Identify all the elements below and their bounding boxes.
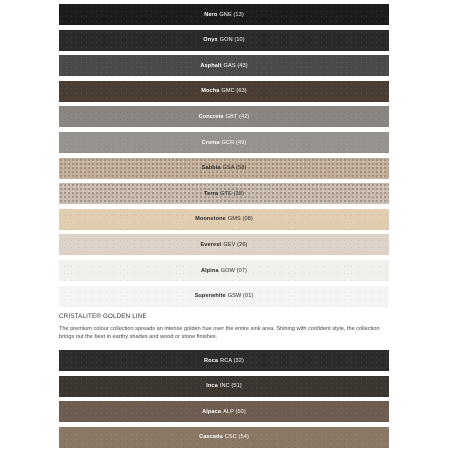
swatch-name: Onyx xyxy=(203,37,218,44)
swatch-name: Alpaca xyxy=(202,408,222,415)
swatch-name: Nero xyxy=(204,11,218,18)
swatch-code: GNE (13) xyxy=(219,11,244,18)
swatch-nero xyxy=(59,4,389,25)
swatch-code: GCR (49) xyxy=(221,139,247,146)
swatch-superwhite xyxy=(59,286,389,307)
swatch-code: GSA (58) xyxy=(222,165,247,172)
swatch-code: GEV (26) xyxy=(223,241,248,248)
swatch-name: Asphalt xyxy=(200,62,222,69)
swatch-code: INC (51) xyxy=(219,383,242,390)
swatch-name: Everest xyxy=(200,241,222,248)
swatch-name: Superwhite xyxy=(194,293,226,300)
swatch-code: GOW (07) xyxy=(220,267,247,274)
swatch-name: Sabbia xyxy=(201,165,221,172)
swatch-moonstone xyxy=(59,209,389,230)
swatch-code: ALP (50) xyxy=(223,408,246,415)
swatch-code: CSC (54) xyxy=(224,434,249,441)
golden-line-description: The premium colour collection spreads an intense golden hue over the entire sink area. Shining with confident style, the collection brings out the best in earthy shades and wood or stone finishes. xyxy=(59,326,380,340)
swatch-code: GTE (38) xyxy=(220,190,244,197)
swatch-asphalt xyxy=(59,55,389,76)
swatch-name: Cascada xyxy=(199,434,223,441)
swatch-inca xyxy=(59,376,389,397)
swatch-alpina xyxy=(59,260,389,281)
swatch-mocha xyxy=(59,81,389,102)
swatch-code: GAS (43) xyxy=(223,62,248,69)
swatch-cascada xyxy=(59,427,389,448)
swatch-name: Moonstone xyxy=(195,216,226,223)
swatch-everest xyxy=(59,234,389,255)
swatch-name: Terra xyxy=(204,190,219,197)
swatch-code: GMS (08) xyxy=(227,216,253,223)
swatch-code: GBT (42) xyxy=(225,113,250,120)
swatch-concrete xyxy=(59,106,389,127)
swatch-name: Mocha xyxy=(201,88,220,95)
swatch-code: RCA (32) xyxy=(220,357,244,364)
swatch-terra xyxy=(59,183,389,204)
swatch-code: GMC (63) xyxy=(221,88,247,95)
swatch-sabbia xyxy=(59,158,389,179)
golden-line-heading: CRISTALITE® GOLDEN LINE xyxy=(59,313,147,320)
swatch-onyx xyxy=(59,30,389,51)
swatch-code: GON (10) xyxy=(219,37,245,44)
swatch-roca xyxy=(59,350,389,371)
swatch-name: Concrete xyxy=(198,113,224,120)
swatch-crema xyxy=(59,132,389,153)
swatch-code: GSW (01) xyxy=(227,293,254,300)
swatch-name: Roca xyxy=(204,357,219,364)
swatch-name: Alpina xyxy=(201,267,219,274)
swatch-alpaca xyxy=(59,401,389,422)
swatch-name: Crema xyxy=(201,139,220,146)
swatch-name: Inca xyxy=(206,383,218,390)
